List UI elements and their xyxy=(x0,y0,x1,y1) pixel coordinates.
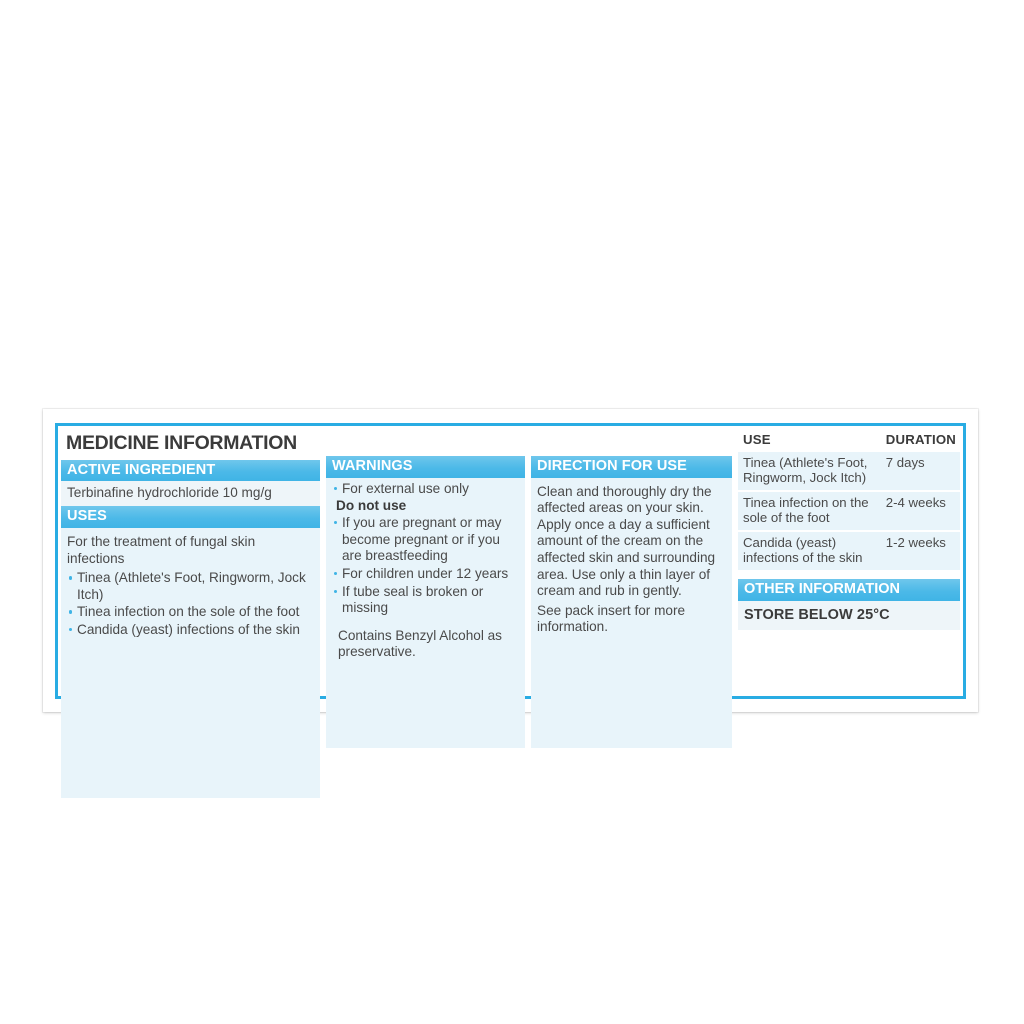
cell-duration: 2-4 weeks xyxy=(881,491,960,531)
cell-use: Candida (yeast) infections of the skin xyxy=(738,531,881,571)
cell-use: Tinea (Athlete's Foot, Ringworm, Jock Itch) xyxy=(738,452,881,491)
list-item: For external use only xyxy=(333,481,519,498)
warnings-heading: WARNINGS xyxy=(326,456,525,478)
directions-paragraph: Clean and thoroughly dry the affected areas on your skin. Apply once a day a sufficient amount of the cream on the affected skin and surrounding area. Use only a thin layer of cream and rub in gently. xyxy=(537,483,716,599)
preservative-note: Contains Benzyl Alcohol as preservative. xyxy=(338,627,502,659)
list-item: If tube seal is broken or missing xyxy=(333,584,519,617)
medicine-information-card xyxy=(43,409,978,712)
page-title: MEDICINE INFORMATION xyxy=(61,426,320,460)
direction-for-use-heading: DIRECTION FOR USE xyxy=(531,456,732,478)
column-header-duration: DURATION xyxy=(881,432,960,452)
warnings-list xyxy=(326,515,525,616)
table-header-row xyxy=(738,432,960,452)
list-item: For children under 12 years xyxy=(333,566,519,583)
use-duration-table xyxy=(738,432,960,572)
column-warnings-spacer xyxy=(326,426,525,456)
column-medicine-information xyxy=(58,426,323,696)
cell-duration: 1-2 weeks xyxy=(881,531,960,571)
list-item: Tinea (Athlete's Foot, Ringworm, Jock Itch) xyxy=(68,570,314,603)
table-row xyxy=(738,452,960,491)
table-row xyxy=(738,491,960,531)
list-item: If you are pregnant or may become pregnant or if you are breastfeeding xyxy=(333,515,519,565)
list-item: Tinea infection on the sole of the foot xyxy=(68,604,314,621)
storage-instruction: STORE BELOW 25°C xyxy=(738,601,960,630)
cell-duration: 7 days xyxy=(881,452,960,491)
uses-heading: USES xyxy=(61,506,320,528)
column-directions-spacer xyxy=(531,426,732,456)
list-item: Candida (yeast) infections of the skin xyxy=(68,622,314,639)
uses-list xyxy=(61,570,320,638)
active-ingredient-value: Terbinafine hydrochloride 10 mg/g xyxy=(61,481,320,506)
uses-intro: For the treatment of fungal skin infections xyxy=(67,534,256,566)
active-ingredient-heading: ACTIVE INGREDIENT xyxy=(61,460,320,482)
do-not-use-label: Do not use xyxy=(336,498,407,514)
table-row xyxy=(738,531,960,571)
label-frame xyxy=(55,423,966,699)
column-use-duration-table xyxy=(735,426,963,696)
other-information-heading: OTHER INFORMATION xyxy=(738,579,960,601)
warnings-list-top xyxy=(326,481,525,498)
column-warnings xyxy=(323,426,528,696)
column-header-use: USE xyxy=(738,432,881,452)
cell-use: Tinea infection on the sole of the foot xyxy=(738,491,881,531)
column-direction-for-use xyxy=(528,426,735,696)
directions-pack-insert-note: See pack insert for more information. xyxy=(537,602,686,635)
